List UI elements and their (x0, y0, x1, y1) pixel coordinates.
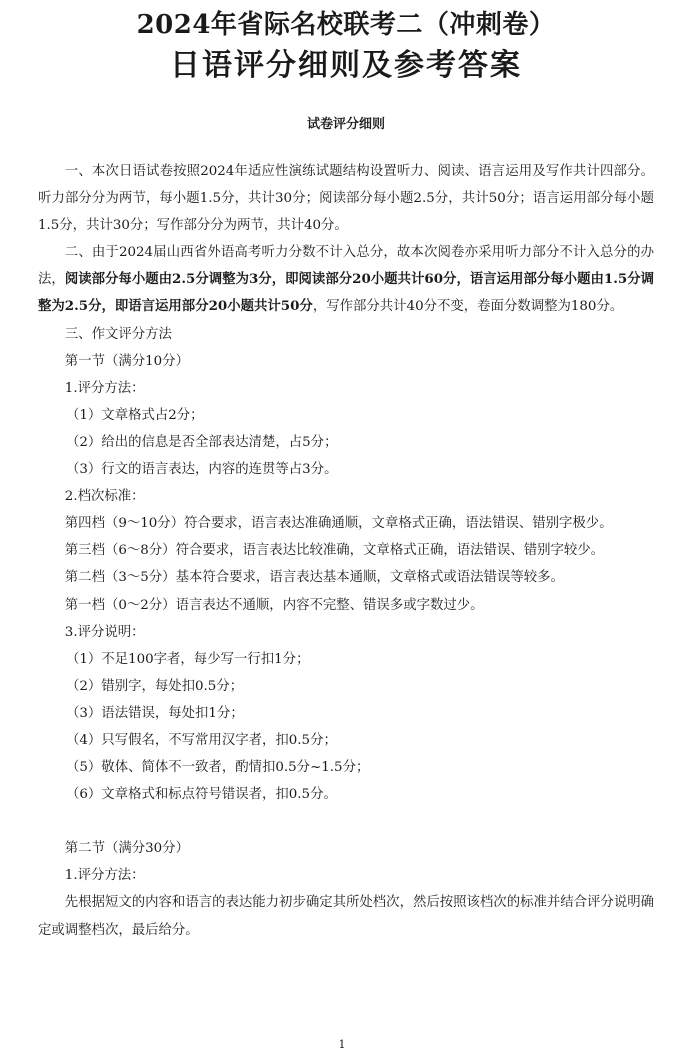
section-2-method-heading: 1.评分方法： (64, 868, 145, 884)
paragraph-2-bold: 阅读部分每小题由2.5分调整为3分，即阅读部分20小题共计60分，语言运用部分每小题由1.5分调整为2.5分，即语言运用部分20小题共计50分 (38, 271, 654, 315)
section-2-title: 第二节（满分30分） (64, 841, 189, 857)
paragraph-2 (38, 239, 654, 320)
section-1-grade-3: 第三档（6～8分）符合要求，语言表达比较准确，文章格式正确，语法错误、错别字较少。 (64, 543, 605, 559)
section-1-grade-2: 第二档（3～5分）基本符合要求，语言表达基本通顺，文章格式或语法错误等较多。 (64, 570, 564, 586)
section-1-notes-heading: 3.评分说明： (64, 624, 145, 640)
section-1-note-item: （6）文章格式和标点符号错误者，扣0.5分。 (66, 787, 337, 803)
paragraph-2-text-c: ，写作部分共计40分不变，卷面分数调整为180分。 (312, 299, 624, 315)
paragraph-2-text-a: 二、由于2024届山西省外语高考听力分数不计入总分，故本次阅卷亦采用听力部分不计入总分的办法， (38, 245, 654, 288)
section-1-note-item: （5）敬体、简体不一致者，酌情扣0.5分~1.5分； (66, 760, 370, 776)
section-1-note-item: （2）错别字，每处扣0.5分； (66, 678, 244, 694)
section-1-method-item: （1）文章格式占2分； (66, 407, 204, 423)
section-1-note-item: （4）只写假名，不写常用汉字者，扣0.5分； (66, 732, 337, 748)
section-1-note-item: （1）不足100字者，每少写一行扣1分； (66, 651, 310, 667)
section-1-grade-heading: 2.档次标准： (64, 489, 145, 505)
section-1-method-heading: 1.评分方法： (64, 380, 145, 396)
section-1-title: 第一节（满分10分） (64, 353, 189, 369)
exam-title: 2024年省际名校联考二（冲刺卷） (136, 10, 556, 40)
document-title: 日语评分细则及参考答案 (170, 48, 522, 83)
section-1-grade-1: 第一档（0～2分）语言表达不通顺，内容不完整、错误多或字数过少。 (64, 597, 484, 613)
document-body (38, 158, 654, 944)
spacer (38, 808, 654, 835)
section-1-method-item: （3）行文的语言表达，内容的连贯等占3分。 (66, 462, 338, 478)
section-1-note-item: （3）语法错误，每处扣1分； (66, 705, 244, 721)
section-subtitle: 试卷评分细则 (306, 117, 385, 132)
paragraph-1: 一、本次日语试卷按照2024年适应性演练试题结构设置听力、阅读、语言运用及写作共计四部分。听力部分分为两节，每小题1.5分，共计30分；阅读部分每小题2.5分，共计50分；语言运用部分每小题1.5分，共计30分；写作部分分为两节，共计40分。 (38, 164, 654, 234)
section-1-grade-4: 第四档（9～10分）符合要求，语言表达准确通顺，文章格式正确，语法错误、错别字极少。 (64, 516, 613, 532)
section-1-method-item: （2）给出的信息是否全部表达清楚，占5分； (66, 434, 338, 450)
page-number: 1 (338, 1038, 346, 1051)
paragraph-3: 三、作文评分方法 (64, 326, 172, 342)
section-2-paragraph: 先根据短文的内容和语言的表达能力初步确定其所处档次，然后按照该档次的标准并结合评分说明确定或调整档次，最后给分。 (38, 895, 654, 938)
